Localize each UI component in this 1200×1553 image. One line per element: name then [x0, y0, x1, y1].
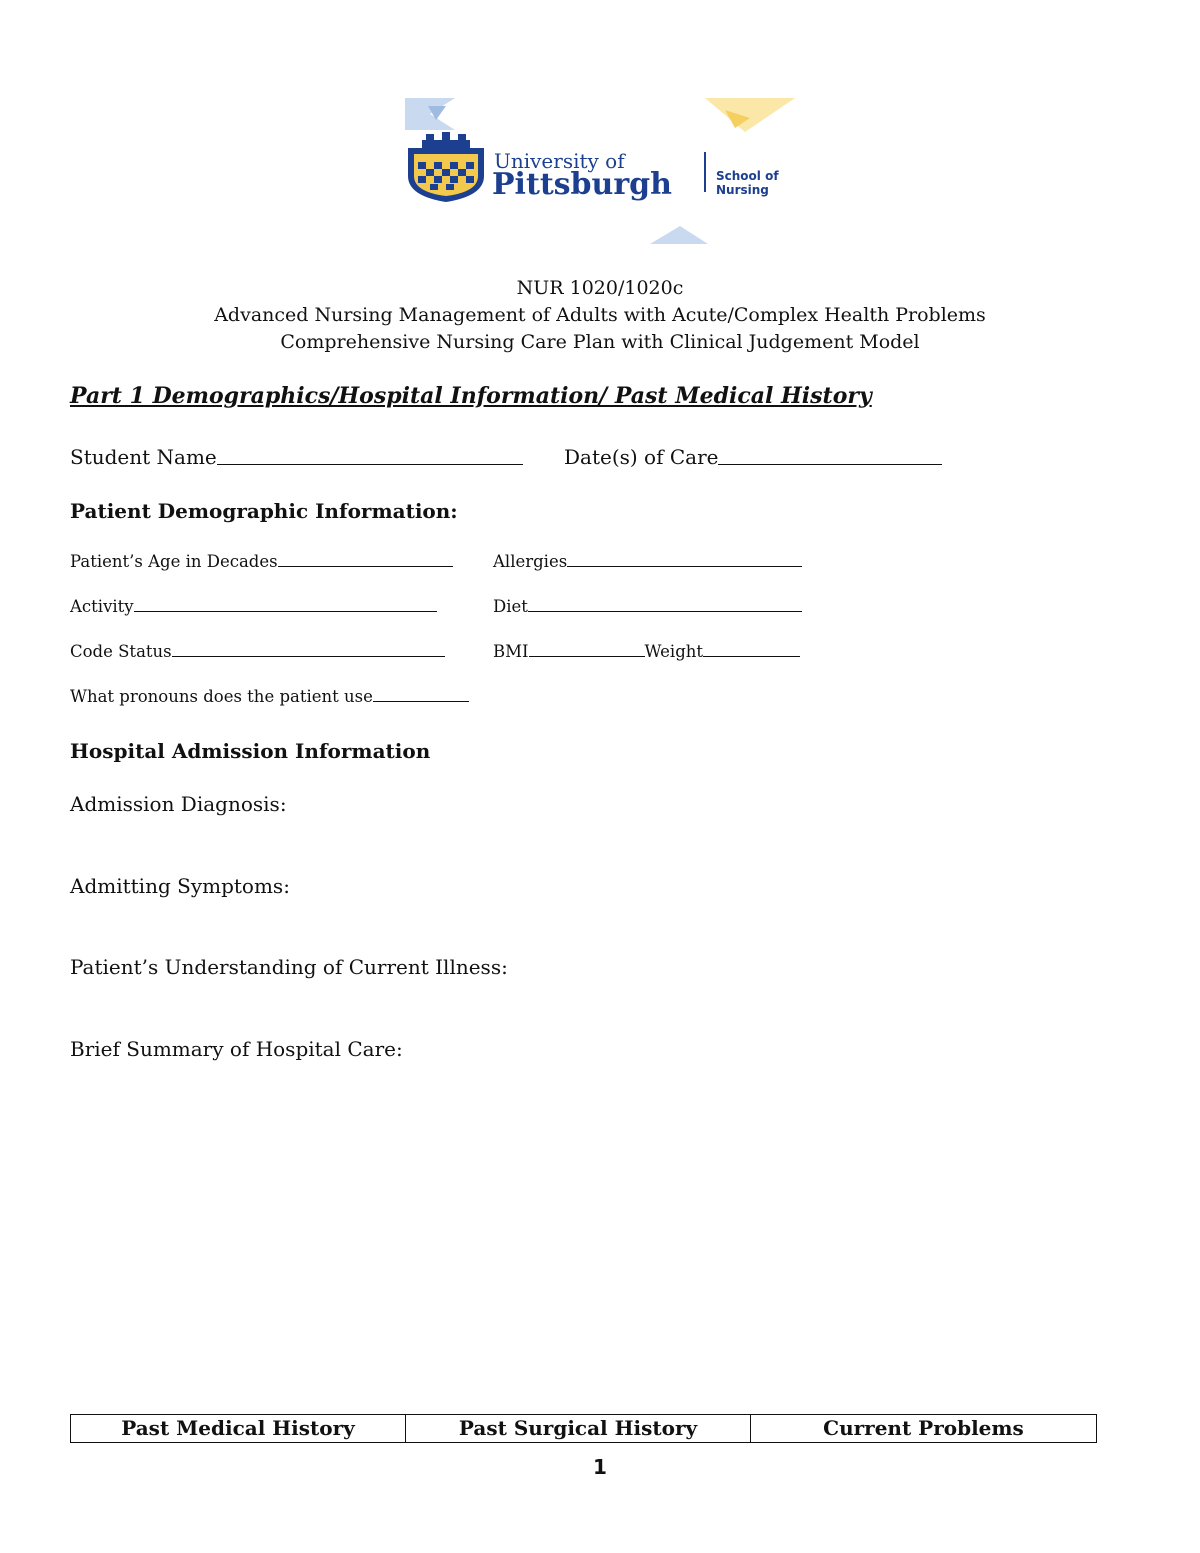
student-name-blank[interactable] [217, 464, 523, 465]
code-status-field[interactable] [70, 642, 445, 661]
bmi-weight-field[interactable] [493, 642, 800, 661]
course-subtitle: Comprehensive Nursing Care Plan with Clinical Judgement Model [280, 331, 920, 353]
weight-blank[interactable] [703, 656, 800, 657]
diet-label: Diet [493, 597, 528, 616]
table-header-row [71, 1415, 1097, 1443]
diet-field[interactable] [493, 597, 802, 616]
decor-shape-blue-top [405, 98, 455, 130]
age-field[interactable] [70, 552, 453, 571]
page-number: 1 [593, 1455, 607, 1479]
allergies-label: Allergies [493, 552, 568, 571]
dates-of-care-field[interactable] [564, 445, 942, 469]
activity-label: Activity [70, 597, 134, 616]
diet-blank[interactable] [528, 611, 802, 612]
activity-blank[interactable] [134, 611, 437, 612]
course-code: NUR 1020/1020c [516, 277, 684, 299]
code-status-blank[interactable] [172, 656, 445, 657]
dates-of-care-blank[interactable] [718, 464, 942, 465]
pronouns-label: What pronouns does the patient use [70, 687, 373, 706]
hospital-care-summary-label: Brief Summary of Hospital Care: [70, 1037, 403, 1061]
decor-shape-blue-bottom [650, 226, 708, 244]
illness-understanding-label: Patient’s Understanding of Current Illness: [70, 955, 508, 979]
bmi-blank[interactable] [529, 656, 645, 657]
activity-field[interactable] [70, 597, 437, 616]
part-title: Part 1 Demographics/Hospital Information/ Past Medical History [70, 383, 872, 409]
pronouns-field[interactable] [70, 687, 469, 706]
course-title: Advanced Nursing Management of Adults with Acute/Complex Health Problems [214, 304, 986, 326]
decor-shape-gold-top [705, 98, 795, 132]
pronouns-blank[interactable] [373, 701, 469, 702]
crest-icon [408, 132, 484, 202]
admission-heading: Hospital Admission Information [70, 739, 431, 763]
student-name-label: Student Name [70, 445, 217, 469]
allergies-field[interactable] [493, 552, 802, 571]
logo-school-line1: School of [716, 169, 779, 183]
logo-school-line2: Nursing [716, 183, 769, 197]
history-table [70, 1414, 1097, 1443]
logo-divider [704, 152, 706, 192]
dates-of-care-label: Date(s) of Care [564, 445, 719, 469]
demographics-heading: Patient Demographic Information: [70, 499, 458, 523]
age-label: Patient’s Age in Decades [70, 552, 278, 571]
code-status-label: Code Status [70, 642, 172, 661]
student-name-field[interactable] [70, 445, 523, 469]
past-medical-history-header: Past Medical History [71, 1415, 406, 1443]
logo-university-line2: Pittsburgh [492, 167, 672, 202]
allergies-blank[interactable] [567, 566, 802, 567]
logo-university-line1: University of [494, 149, 625, 173]
university-logo [400, 96, 800, 246]
past-surgical-history-header: Past Surgical History [406, 1415, 751, 1443]
weight-label: Weight [644, 642, 704, 661]
current-problems-header: Current Problems [751, 1415, 1097, 1443]
bmi-label: BMI [493, 642, 529, 661]
age-blank[interactable] [278, 566, 453, 567]
admission-diagnosis-label: Admission Diagnosis: [70, 792, 287, 816]
admitting-symptoms-label: Admitting Symptoms: [70, 874, 290, 898]
